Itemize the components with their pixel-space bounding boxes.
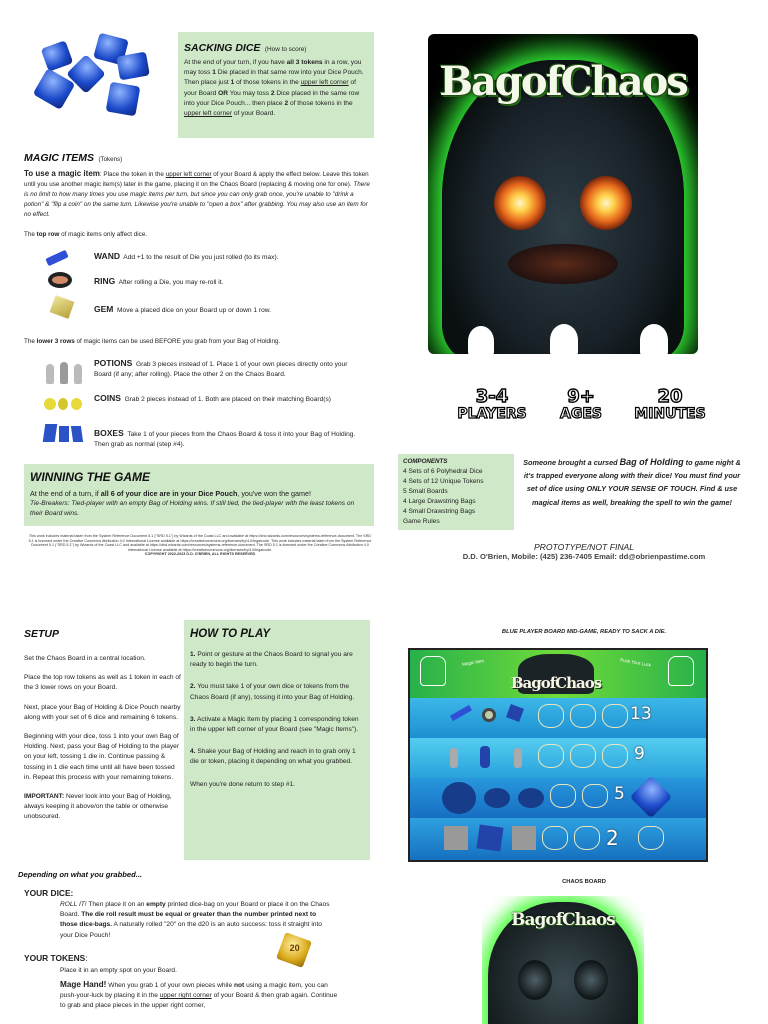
players-label: PLAYERS [457, 406, 527, 422]
boxes-token-image [44, 424, 84, 444]
ring-token-image [48, 272, 72, 288]
howto-title: HOW TO PLAY [190, 628, 271, 640]
board-caption: BLUE PLAYER BOARD MID-GAME, READY TO SACK A DIE. [501, 629, 667, 635]
magic-title: MAGIC ITEMS [24, 152, 94, 164]
setup-para: Set the Chaos Board in a central location. [24, 655, 146, 662]
cover-logo: BagofChaos [439, 58, 687, 105]
potions-token-image [44, 362, 84, 384]
how-to-play-box [184, 620, 370, 860]
howto-done: When you're done return to step #1. [190, 780, 295, 788]
board-left-label: Magic Item [461, 658, 485, 667]
your-tokens-title: YOUR TOKENS: [24, 952, 88, 963]
coins-token-image [44, 396, 84, 412]
grabbed-title: Depending on what you grabbed... [18, 870, 143, 879]
player-board [408, 648, 708, 862]
howto-step: 1. Point or gesture at the Chaos Board to signal you are ready to begin the turn. [190, 651, 353, 669]
howto-step: 4. Shake your Bag of Holding and reach in to grab only 1 die or token, placing it depending on what you grabbed. [190, 748, 356, 766]
ring-item: RING After rolling a Die, you may re-roll it. [94, 276, 224, 286]
component-item: 4 Sets of 6 Polyhedral Dice [403, 468, 483, 475]
ages-count: 9+ [567, 386, 595, 407]
hand-right-icon [668, 656, 694, 686]
cover-art [428, 34, 698, 354]
potions-item: POTIONS Grab 3 pieces instead of 1. Place 1 of your own pieces directly onto your Board (if any; after rolling). Place the other 2 on the Chaos Board. [94, 358, 348, 379]
setup-important: IMPORTANT: Never look into your Bag of Holding, always keeping it above/on the table or otherwise unobscured. [24, 793, 172, 821]
board-logo: BagofChaos [510, 674, 602, 692]
sacking-title: SACKING DICE [184, 42, 261, 54]
your-dice-text: ROLL IT! Then place it on an empty printed dice-bag on your Board or place it on the Chaos Board. The die roll result must be equal or greater than the number printed next to those dice-bags. A naturally rolled "20" on the d20 is an auto success: toss it straight into your Dice Pouch! [60, 901, 330, 939]
row-threshold: 5 [614, 784, 625, 804]
component-item: 4 Large Drawstring Bags [403, 498, 476, 505]
board-right-label: Push Your Luck [619, 657, 652, 668]
components-title: COMPONENTS [403, 458, 448, 465]
chaos-board-logo: BagofChaos [511, 910, 615, 930]
your-tokens-text: Place it in an empty spot on your Board. [60, 966, 177, 974]
minutes-label: MINUTES [634, 406, 706, 422]
wand-token-image [45, 250, 68, 267]
tagline: Someone brought a cursed Bag of Holding to game night & it's trapped everyone along with their dice! You must find your set of dice using ONLY YOUR SENSE OF TOUCH. Find & use magical items as well, breaking the spell to win the game! [523, 457, 741, 507]
winning-box [24, 464, 374, 526]
components-box [398, 454, 514, 530]
magic-items-section [24, 148, 374, 239]
gem-item: GEM Move a placed dice on your Board up or down 1 row. [94, 304, 271, 314]
sacking-dice-box [178, 32, 374, 138]
players-count: 3-4 [475, 386, 509, 407]
setup-section [24, 628, 182, 823]
dice-photo [36, 34, 154, 116]
component-item: 4 Sets of 12 Unique Tokens [403, 478, 484, 485]
howto-step: 3. Activate a Magic Item by placing 1 corresponding token in the upper left corner of your Board (see "Magic Items"). [190, 715, 359, 734]
winning-line: At the end of a turn, if all 6 of your dice are in your Dice Pouch, you've won the game! [30, 489, 312, 498]
setup-para: Beginning with your dice, toss 1 into your own Bag of Holding. Next, pass your Bag of Holding to the player on your left, tossing 1 die in. Continue passing & tossing in 1 die each time until all have been tossed in. Repeat this process with your remaining tokens. [24, 733, 180, 781]
lower-rows-note: The lower 3 rows of magic items can be used BEFORE you grab from your Bag of Holding. [24, 338, 281, 345]
chaos-board-caption: CHAOS BOARD [562, 879, 606, 885]
top-row-note: The top row of magic items only affect dice. [24, 231, 148, 239]
sacking-subtitle: (How to score) [264, 46, 307, 53]
magic-subtitle: (Tokens) [98, 156, 123, 163]
component-item: Game Rules [403, 518, 440, 525]
wand-item: WAND Add +1 to the result of Die you just rolled (to its max). [94, 251, 279, 261]
sacking-body: At the end of your turn, if you have all 3 tokens in a row, you may toss 1 Die placed in that same row into your Dice Pouch. Then place just 1 of those tokens in the upper left corner of your Board OR You may toss 2 Dice placed in the same row into your Dice Pouch... then place 2 of those tokens in the upper left corner of your Board. [184, 59, 364, 118]
minutes-count: 20 [657, 386, 683, 407]
setup-para: Place the top row tokens as well as 1 token in each of the 3 lower rows on your Board. [24, 674, 181, 692]
hand-left-icon [420, 656, 446, 686]
component-item: 5 Small Boards [403, 488, 448, 495]
row-threshold: 13 [630, 704, 652, 724]
prototype-notice: PROTOTYPE/NOT FINAL D.D. O'Brien, Mobile: (425) 236-7405 Email: dd@obrienpastime.com [462, 542, 706, 561]
ages-label: AGES [560, 406, 602, 422]
boxes-item: BOXES Take 1 of your pieces from the Chaos Board & toss it into your Bag of Holding. Then grab as normal (step #4). [94, 428, 356, 449]
legal-notice: This work includes material taken from the System Reference Document 5.1 ("SRD 5.1") by Wizards of the Coast LLC and available at https://dnd.wizards.com/resources/systems-reference-document. The SRD 5.1 is licensed under the Creative Commons Attribution 4.0 International License available at https://creativecommons.org/licenses/by/4.0/legalcode. This work includes material taken from the System Reference Document 5.1 ("SRD 5.1") by Wizards of the Coast LLC and available at https://dnd.wizards.com/resources/systems-reference-document. The SRD 5.1 is licensed under the Creative Commons Attribution 4.0 International License available at https://creativecommons.org/licenses/by/4.0/legalcode. COPYRIGHT 2022-2023 D.D. O'BRIEN, ALL RIGHTS RESERVED [28, 534, 372, 557]
magic-use-text: To use a magic item: Place the token in the upper left corner of your Board & apply the effect below. Leave this token until you use another magic item(s) later in the game, placing it on the Chaos Board (replacing & moving one for one). There is no limit to how many times you use magic items per turn, but since you can only grab once, you're unable to "drink a potion" & "flip a coin" on the same turn. Likewise you're unable to "open a box" after grabbing. You may also use an item for no effect. [24, 169, 370, 219]
chaos-board-image [482, 896, 644, 1024]
cover-stats [440, 388, 720, 432]
mage-hand-text: Mage Hand! When you grab 1 of your own pieces while not using a magic item, you can push-your-luck by placing it in the upper right corner of your Board & then grab again. Continue to grab and place pieces in the upper right corner, [60, 980, 338, 1010]
gem-token-image [50, 295, 75, 319]
howto-step: 2. You must take 1 of your own dice or tokens from the Chaos Board (if any), tossing it into your Bag of Holding. [190, 683, 355, 701]
component-item: 4 Small Drawstring Bags [403, 508, 476, 515]
setup-para: Next, place your Bag of Holding & Dice Pouch nearby along with your set of 6 dice and remaining 6 tokens. [24, 703, 181, 721]
row-threshold: 2 [606, 826, 619, 850]
d20-number: 20 [289, 943, 300, 954]
winning-title: WINNING THE GAME [30, 470, 150, 484]
grabbed-section [18, 870, 370, 1012]
coins-item: COINS Grab 2 pieces instead of 1. Both are placed on their matching Board(s) [94, 393, 331, 403]
setup-title: SETUP [24, 628, 60, 640]
tie-breaker: Tie-Breakers: Tied-player with an empty Bag of Holding wins. If still tied, the tied-player with the least tokens on their Board wins. [30, 500, 355, 517]
your-dice-title: YOUR DICE: [24, 888, 74, 898]
row-threshold: 9 [634, 744, 645, 764]
